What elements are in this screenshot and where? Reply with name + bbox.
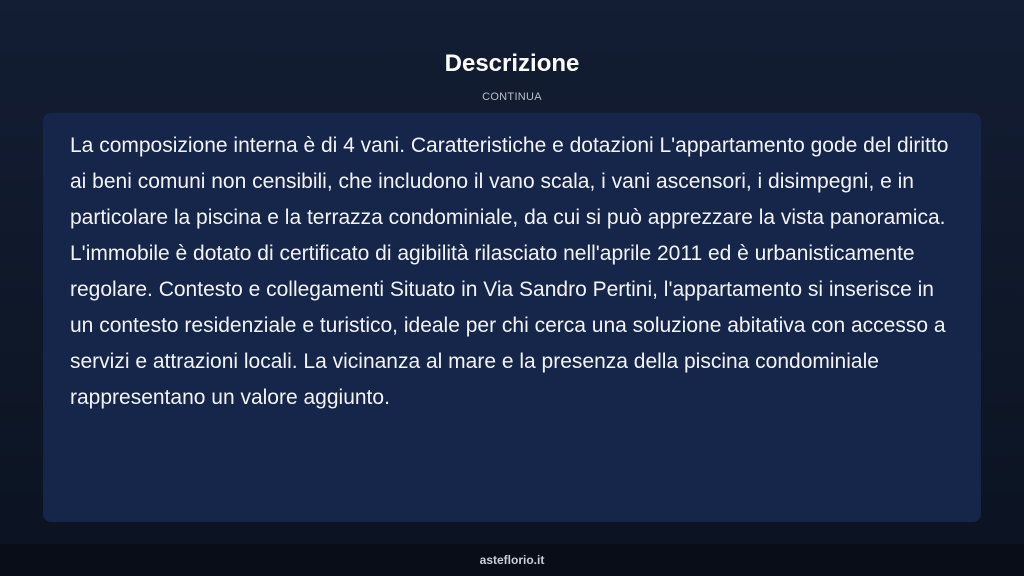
- description-text: La composizione interna è di 4 vani. Caratteristiche e dotazioni L'appartamento gode del diritto ai beni comuni non censibili, che includono il vano scala, i vani ascensori, i disimpegni, e in particolare la piscina e la terrazza condominiale, da cui si può apprezzare la vista panoramica. L'immobile è dotato di certificato di agibilità rilasciato nell'aprile 2011 ed è urbanisticamente regolare. Contesto e collegamenti Situato in Via Sandro Pertini, l'appartamento si inserisce in un contesto residenziale e turistico, ideale per chi cerca una soluzione abitativa con accesso a servizi e attrazioni locali. La vicinanza al mare e la presenza della piscina condominiale rappresentano un valore aggiunto.: [70, 134, 949, 409]
- page-title: Descrizione: [444, 50, 580, 77]
- description-card: [43, 113, 981, 522]
- footer-site-label: asteflorio.it: [479, 553, 545, 567]
- page-header: [0, 50, 1024, 104]
- footer-bar: [0, 544, 1024, 576]
- page-subtitle: CONTINUA: [482, 91, 542, 103]
